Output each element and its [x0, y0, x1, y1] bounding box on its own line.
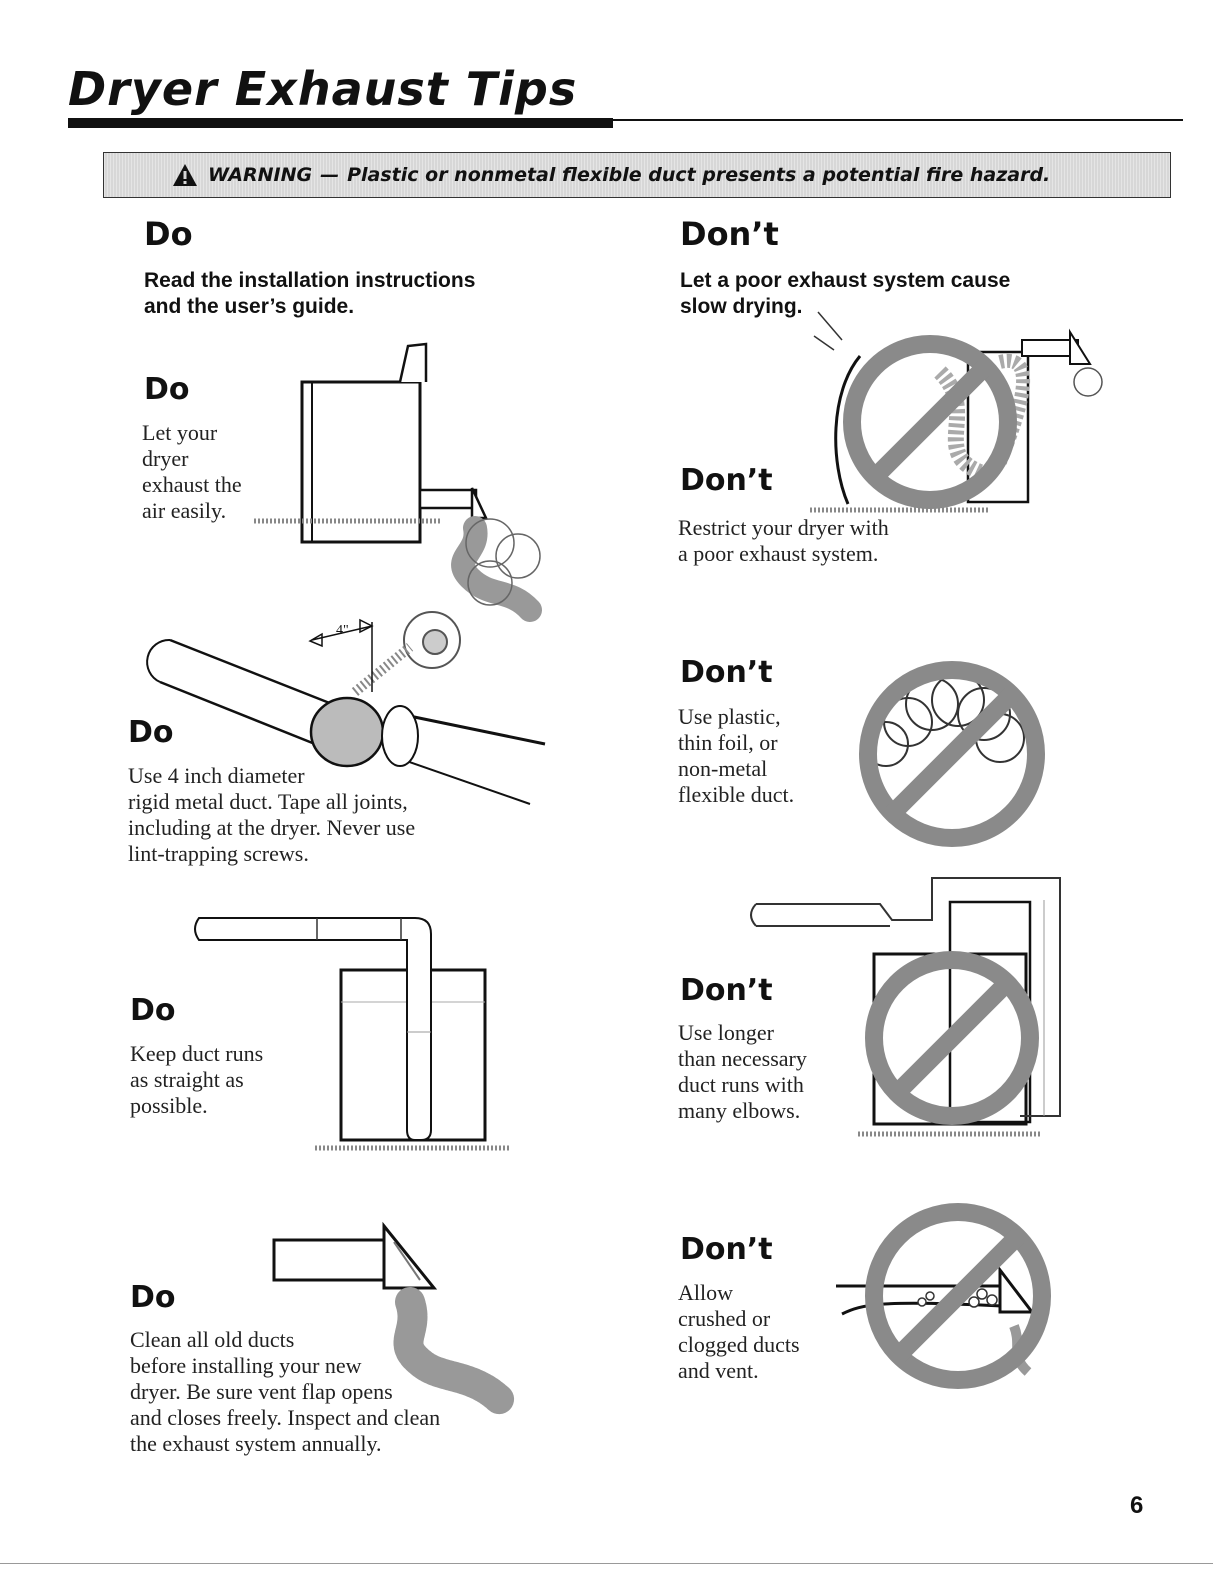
dont-tip-2-text: Use plastic, thin foil, or non-metal flexible duct. [678, 704, 795, 807]
warning-triangle-icon [172, 163, 198, 187]
rigid-metal-duct-figure [150, 612, 550, 812]
warning-banner [103, 152, 1171, 198]
vent-hood-airflow-figure [270, 1222, 530, 1432]
clogged-duct-prohibited-figure [832, 1196, 1072, 1406]
dont-tip-2-heading: Don’t [680, 655, 773, 690]
title-rule-thick [68, 118, 613, 128]
warning-label: WARNING [208, 164, 313, 186]
do-tip-1-heading: Do [144, 372, 190, 407]
do-tip-2-text: Use 4 inch diameter rigid metal duct. Tape all joints, including at the dryer. Never use lint-trapping screws. [128, 763, 416, 866]
do-tip-4-text: Clean all old ducts before installing your new dryer. Be sure vent flap opens and closes freely. Inspect and clean the exhaust system annually. [130, 1327, 441, 1456]
page-title: Dryer Exhaust Tips [68, 62, 578, 116]
straight-duct-run-figure [185, 912, 515, 1157]
do-tip-4-heading: Do [130, 1280, 176, 1315]
dont-tip-4-text: Allow crushed or clogged ducts and vent. [678, 1280, 800, 1383]
dont-tip-1-text: Restrict your dryer with a poor exhaust system. [678, 515, 889, 566]
do-tip-3-heading: Do [130, 993, 176, 1028]
dont-column-heading: Don’t [680, 215, 779, 253]
long-duct-elbows-prohibited-figure [740, 872, 1080, 1142]
flexible-duct-prohibited-figure [848, 652, 1058, 862]
dryer-venting-air-figure [250, 338, 580, 628]
dont-tip-3-text: Use longer than necessary duct runs with many elbows. [678, 1020, 807, 1123]
title-rule-thin [613, 119, 1183, 121]
dont-column-subheading: Let a poor exhaust system cause slow drying. [680, 269, 1011, 318]
page-bottom-rule [0, 1563, 1213, 1564]
warning-text: Plastic or nonmetal flexible duct presents a potential fire hazard. [347, 164, 1051, 186]
dont-tip-4-heading: Don’t [680, 1232, 773, 1267]
warning-separator: — [320, 164, 340, 186]
restricted-dryer-prohibited-figure [800, 312, 1110, 522]
duct-diameter-label: 4" [336, 623, 349, 638]
do-tip-1-text: Let your dryer exhaust the air easily. [142, 420, 242, 523]
do-column-heading: Do [144, 215, 193, 253]
do-tip-2-heading: Do [128, 715, 174, 750]
do-tip-3-text: Keep duct runs as straight as possible. [130, 1041, 264, 1118]
dont-tip-1-heading: Don’t [680, 463, 773, 498]
do-column-subheading: Read the installation instructions and the user’s guide. [144, 269, 476, 318]
dont-tip-3-heading: Don’t [680, 973, 773, 1008]
page-number: 6 [1130, 1492, 1144, 1519]
